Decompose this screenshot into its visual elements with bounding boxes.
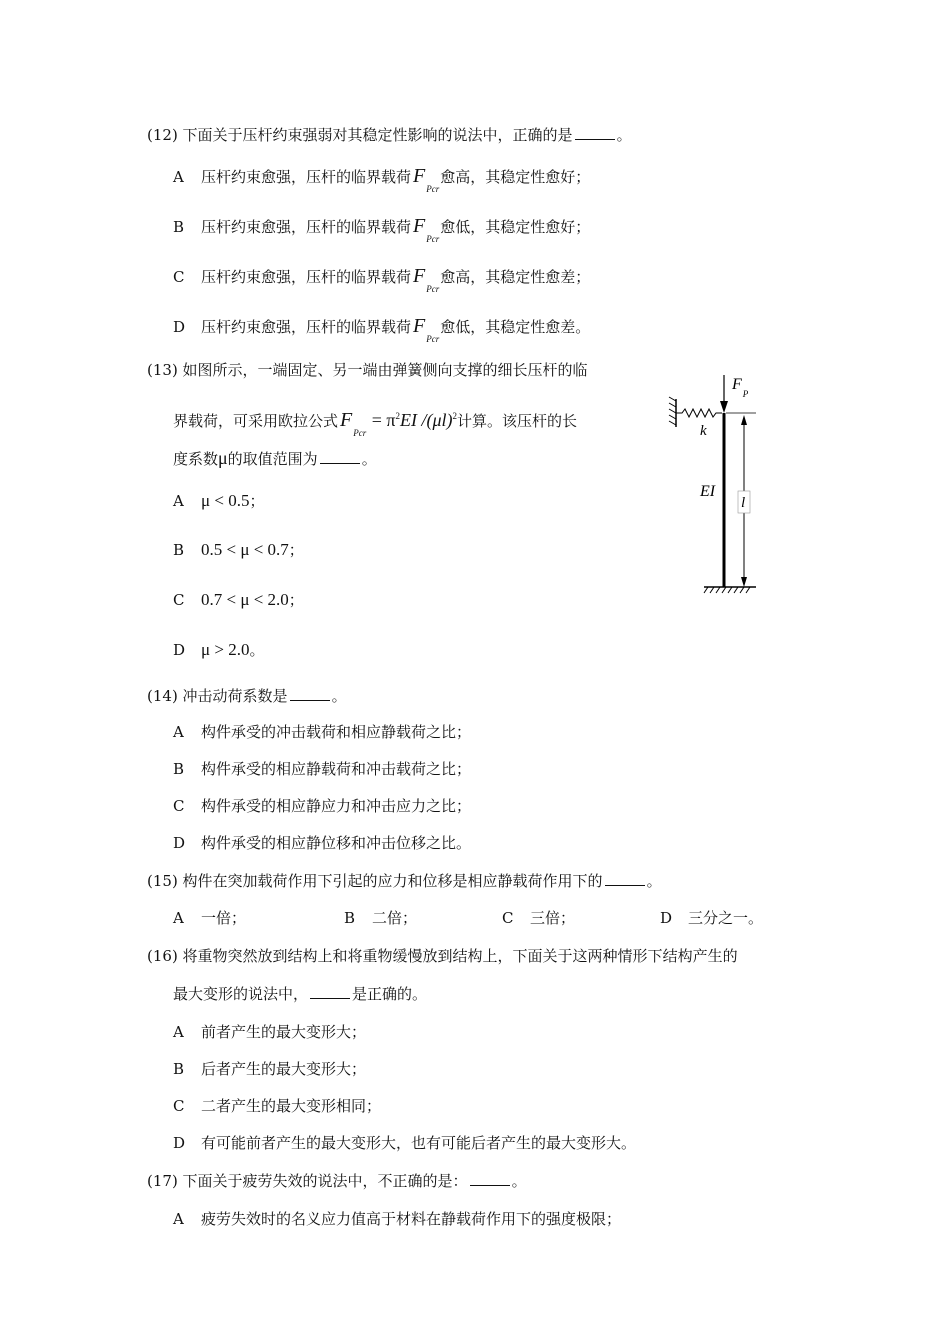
critical-load-symbol: $F_{Pcr}$ xyxy=(413,165,440,194)
option-text: 三分之一。 xyxy=(688,909,764,927)
answer-blank[interactable] xyxy=(470,1171,510,1186)
question-13-option-b xyxy=(173,540,304,560)
question-13-line-3 xyxy=(173,448,377,469)
question-16-text-tail: 是正确的。 xyxy=(352,985,428,1003)
option-letter: A xyxy=(173,168,184,186)
answer-blank[interactable] xyxy=(605,871,645,886)
question-14-option-c xyxy=(173,796,471,816)
ground-hatch xyxy=(704,587,750,593)
question-13-text-tail: 的取值范围为 xyxy=(227,450,318,468)
question-13-option-a xyxy=(173,491,264,511)
option-letter: B xyxy=(173,1060,185,1078)
option-math: 0.5 < μ < 0.7 xyxy=(201,540,289,559)
question-16-option-c xyxy=(173,1096,381,1116)
option-letter: B xyxy=(173,760,185,778)
option-text: 疲劳失效时的名义应力值高于材料在静载荷作用下的强度极限； xyxy=(201,1210,622,1228)
option-letter: A xyxy=(173,723,184,741)
question-16-line-1: (16) 将重物突然放到结构上和将重物缓慢放到结构上，下面关于这两种情形下结构产生的 xyxy=(147,947,738,965)
question-12-end: 。 xyxy=(616,126,632,144)
question-14-option-b xyxy=(173,759,471,779)
mu-symbol: μ xyxy=(218,448,228,468)
option-letter: D xyxy=(173,834,186,852)
question-12-text: (12) 下面关于压杆约束强弱对其稳定性影响的说法中，正确的是 xyxy=(147,126,573,144)
option-tail: ； xyxy=(288,591,304,609)
question-15-end: 。 xyxy=(646,872,662,890)
question-17-text: (17) 下面关于疲劳失效的说法中，不正确的是： xyxy=(147,1172,468,1190)
question-14-end: 。 xyxy=(331,687,347,705)
option-letter: C xyxy=(173,1097,185,1115)
question-16-option-b xyxy=(173,1059,366,1079)
option-letter: C xyxy=(173,268,185,286)
question-12-option-c xyxy=(173,265,591,294)
question-13-line-2 xyxy=(173,406,578,438)
force-arrowhead xyxy=(720,401,728,413)
answer-blank[interactable] xyxy=(290,686,330,701)
column-diagram xyxy=(660,365,770,605)
option-text-tail: 愈低，其稳定性愈好； xyxy=(440,218,591,236)
option-text: 压杆约束愈强，压杆的临界载荷 xyxy=(201,268,412,286)
option-math: μ < 0.5 xyxy=(201,491,250,510)
wall-hatch xyxy=(669,397,676,425)
question-13-text: 度系数 xyxy=(173,450,219,468)
option-text: 有可能前者产生的最大变形大，也有可能后者产生的最大变形大。 xyxy=(201,1134,637,1152)
force-label: $F_P$ xyxy=(732,376,749,399)
question-17-option-a xyxy=(173,1209,621,1229)
length-arrow-top xyxy=(741,415,747,425)
question-15-option-c xyxy=(502,908,575,928)
length-label: l xyxy=(741,495,746,511)
question-12-option-b xyxy=(173,215,591,244)
question-14-stem xyxy=(147,686,347,706)
question-13-end: 。 xyxy=(361,450,377,468)
question-16-line-2 xyxy=(173,984,427,1004)
option-text: 压杆约束愈强，压杆的临界载荷 xyxy=(201,218,412,236)
question-15-stem xyxy=(147,871,662,891)
option-letter: C xyxy=(173,591,185,609)
option-letter: D xyxy=(173,641,186,659)
option-letter: B xyxy=(344,909,356,927)
question-13-line-1: (13) 如图所示，一端固定、另一端由弹簧侧向支撑的细长压杆的临 xyxy=(147,361,588,379)
option-letter: D xyxy=(173,318,186,336)
option-letter: A xyxy=(173,909,184,927)
question-14-option-a xyxy=(173,722,471,742)
answer-blank[interactable] xyxy=(575,125,615,140)
question-13-text: 界载荷，可采用欧拉公式 xyxy=(173,412,339,430)
option-letter: B xyxy=(173,218,185,236)
option-letter: A xyxy=(173,492,184,510)
question-15-option-a xyxy=(173,908,246,928)
question-13-option-d xyxy=(173,640,264,660)
question-16-option-d xyxy=(173,1133,636,1153)
option-text: 三倍； xyxy=(530,909,576,927)
question-12-option-a xyxy=(173,165,591,194)
question-14-option-d xyxy=(173,833,471,853)
option-letter: A xyxy=(173,1210,184,1228)
option-text: 二者产生的最大变形相同； xyxy=(201,1097,382,1115)
option-tail: ； xyxy=(288,541,304,559)
option-letter: D xyxy=(660,909,673,927)
option-letter: B xyxy=(173,541,185,559)
stiffness-label: EI xyxy=(700,483,716,500)
question-15-option-b xyxy=(344,908,417,928)
question-16-option-a xyxy=(173,1022,366,1042)
option-math: 0.7 < μ < 2.0 xyxy=(201,590,289,609)
question-16-text: 最大变形的说法中， xyxy=(173,985,309,1003)
option-tail: 。 xyxy=(249,641,265,659)
critical-load-symbol: $F_{Pcr}$ xyxy=(413,215,440,244)
critical-load-symbol: $F_{Pcr}$ xyxy=(413,315,440,344)
question-12-option-d xyxy=(173,315,591,344)
option-text: 后者产生的最大变形大； xyxy=(201,1060,367,1078)
question-17-end: 。 xyxy=(511,1172,527,1190)
option-math: μ > 2.0 xyxy=(201,640,250,659)
euler-formula: = $\pi^2EI$ $/(\mu l)^2$ xyxy=(367,410,457,430)
option-text: 构件承受的相应静载荷和冲击载荷之比； xyxy=(201,760,472,778)
option-text-tail: 愈高，其稳定性愈好； xyxy=(440,168,591,186)
option-letter: A xyxy=(173,1023,184,1041)
question-14-text: (14) 冲击动荷系数是 xyxy=(147,687,288,705)
option-text: 前者产生的最大变形大； xyxy=(201,1023,367,1041)
question-15-option-d xyxy=(660,908,763,928)
option-text: 构件承受的相应静位移和冲击位移之比。 xyxy=(201,834,472,852)
option-text: 压杆约束愈强，压杆的临界载荷 xyxy=(201,168,412,186)
option-text: 压杆约束愈强，压杆的临界载荷 xyxy=(201,318,412,336)
option-tail: ； xyxy=(249,492,265,510)
option-text: 一倍； xyxy=(201,909,247,927)
length-arrow-bottom xyxy=(741,577,747,587)
option-letter: D xyxy=(173,1134,186,1152)
option-text: 构件承受的相应静应力和冲击应力之比； xyxy=(201,797,472,815)
answer-blank[interactable] xyxy=(310,984,350,999)
question-12-stem xyxy=(147,125,632,145)
option-text: 构件承受的冲击载荷和相应静载荷之比； xyxy=(201,723,472,741)
question-13-text-tail: 计算。该压杆的长 xyxy=(457,412,578,430)
question-13-option-c xyxy=(173,590,304,610)
spring xyxy=(676,409,722,417)
option-text: 二倍； xyxy=(372,909,418,927)
option-text-tail: 愈高，其稳定性愈差； xyxy=(440,268,591,286)
critical-load-symbol: $F_{Pcr}$ xyxy=(340,409,367,438)
option-text-tail: 愈低，其稳定性愈差。 xyxy=(440,318,591,336)
spring-label: k xyxy=(700,423,707,439)
critical-load-symbol: $F_{Pcr}$ xyxy=(413,265,440,294)
question-17-stem xyxy=(147,1171,527,1191)
question-15-text: (15) 构件在突加载荷作用下引起的应力和位移是相应静载荷作用下的 xyxy=(147,872,603,890)
answer-blank[interactable] xyxy=(320,449,360,464)
option-letter: C xyxy=(502,909,514,927)
option-letter: C xyxy=(173,797,185,815)
